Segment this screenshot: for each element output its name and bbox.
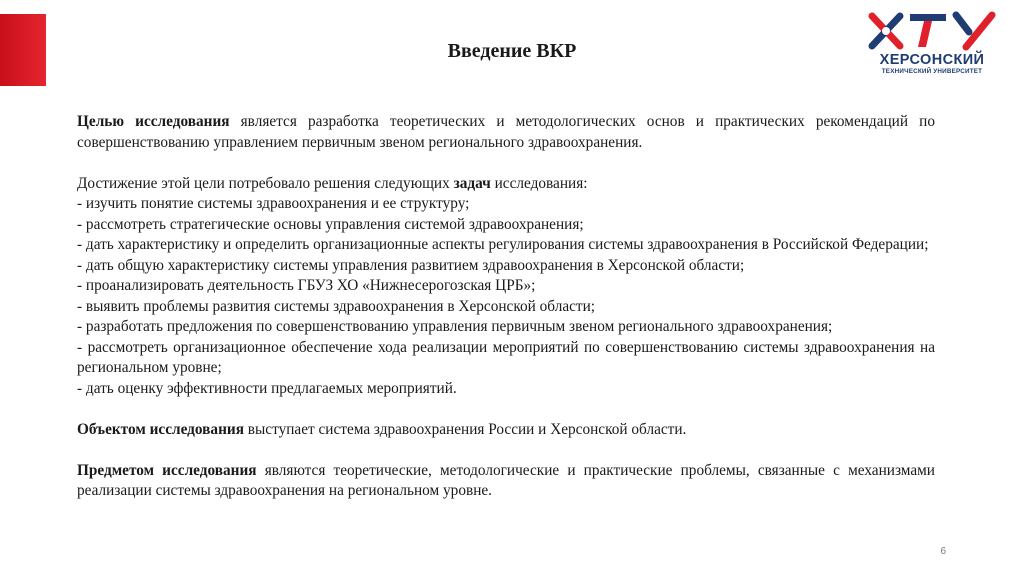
task-item: - дать оценку эффективности предлагаемых мероприятий. bbox=[77, 379, 457, 397]
tasks-intro-bold: задач bbox=[453, 174, 491, 192]
page-number: 6 bbox=[940, 546, 946, 557]
task-item: - рассмотреть стратегические основы управления системой здравоохранения; bbox=[77, 215, 584, 233]
logo-subtitle: ТЕХНИЧЕСКИЙ УНИВЕРСИТЕТ bbox=[881, 68, 983, 75]
goal-label: Целью исследования bbox=[77, 113, 230, 130]
tasks-intro-before: Достижение этой цели потребовало решения следующих bbox=[77, 174, 454, 192]
logo-mark-icon bbox=[866, 10, 998, 52]
task-item: - изучить понятие системы здравоохранения и ее структуру; bbox=[77, 195, 470, 212]
slide-title: Введение ВКР bbox=[447, 40, 577, 62]
goal-paragraph bbox=[77, 112, 935, 153]
tasks-intro-after: исследования: bbox=[490, 174, 588, 192]
object-label: Объектом исследования bbox=[77, 420, 244, 438]
subject-label: Предметом исследования bbox=[77, 461, 257, 479]
task-item: - разработать предложения по совершенствованию управления первичным звеном регионального здравоохранения; bbox=[77, 318, 833, 335]
task-item: - дать общую характеристику системы управления развитием здравоохранения в Херсонской области; bbox=[77, 256, 745, 274]
slide-body bbox=[77, 112, 935, 502]
task-item: - выявить проблемы развития системы здравоохранения в Херсонской области; bbox=[77, 297, 596, 315]
task-item: - дать характеристику и определить организационные аспекты регулирования системы здравоохранения в Российской Федерации; bbox=[77, 236, 929, 253]
object-text: выступает система здравоохранения России и Херсонской области. bbox=[243, 420, 687, 438]
subject-text: являются теоретические, методологические и практические проблемы, связанные с механизмами реализации системы здравоохранения на региональном уровне. bbox=[77, 461, 935, 499]
task-item: - проанализировать деятельность ГБУЗ ХО «Нижнесерогозская ЦРБ»; bbox=[77, 277, 536, 294]
university-logo bbox=[866, 10, 998, 80]
logo-name: ХЕРСОНСКИЙ bbox=[879, 52, 985, 68]
object-paragraph bbox=[77, 420, 935, 441]
task-item: - рассмотреть организационное обеспечение хода реализации мероприятий по совершенствованию системы здравоохранения на региональном уровне; bbox=[77, 338, 935, 376]
subject-paragraph bbox=[77, 461, 935, 502]
tasks-intro bbox=[77, 174, 935, 195]
goal-text: является разработка теоретических и методологических основ и практических рекомендаций по совершенствованию управлением первичным звеном регионального здравоохранения. bbox=[77, 113, 935, 151]
